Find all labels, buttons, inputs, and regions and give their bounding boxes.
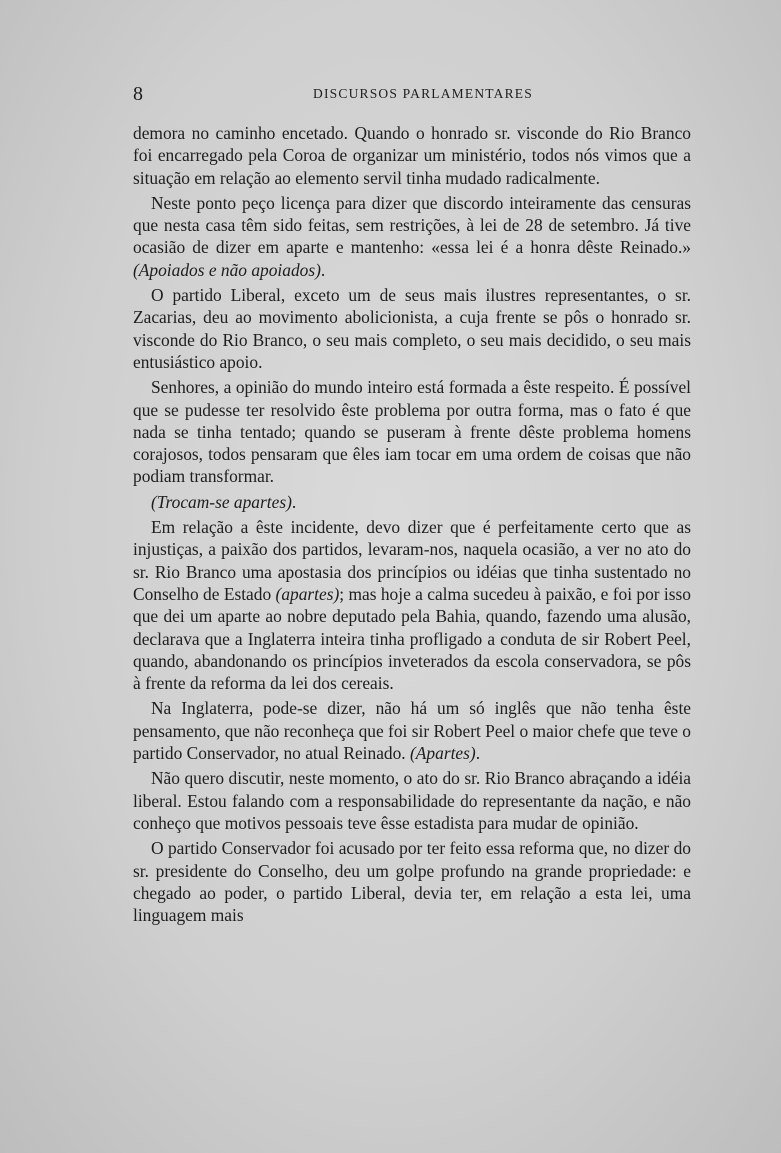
paragraph bbox=[133, 122, 691, 189]
paragraph-text: Não quero discutir, neste momento, o ato do sr. Rio Branco abraçando a idéia liberal. Estou falando com a responsabilidade do representante da nação, e não conheço que motivos pessoais teve êsse estadista para mudar de opinião. bbox=[133, 768, 691, 833]
paragraph-text: demora no caminho encetado. Quando o honrado sr. visconde do Rio Branco foi encarregado pela Coroa de organizar um ministério, todos nós vimos que a situação em relação ao elemento servil tinha mudado radicalmente. bbox=[133, 123, 691, 188]
stage-direction: (Trocam-se apartes) bbox=[151, 491, 292, 512]
paragraph-text: Senhores, a opinião do mundo inteiro está formada a êste respeito. É possível que se pudesse ter resolvido êste problema por outra forma, mas o fato é que nada se tinha tentado; quando se puseram à frente dêste problema homens corajosos, todos pensaram que êles iam tocar em uma ordem de coisas que não podiam transformar. bbox=[133, 377, 691, 487]
paragraph bbox=[133, 376, 691, 487]
page-number: 8 bbox=[133, 83, 143, 105]
body-text bbox=[133, 122, 691, 929]
paragraph-text: . bbox=[320, 259, 326, 280]
page-header bbox=[133, 82, 693, 106]
paragraph-text: Neste ponto peço licença para dizer que discordo inteiramente das censuras que nesta casa têm sido feitas, sem restrições, à lei de 28 de setembro. Já tive ocasião de dizer em aparte e mantenho: «essa lei é a honra dêste Reinado.» bbox=[133, 192, 691, 258]
paragraph-text: Na Inglaterra, pode-se dizer, não há um só inglês que não tenha êste pensamento, que não reconheça que foi sir Robert Peel o maior chefe que teve o partido Conservador, no atual Reinado. bbox=[133, 698, 691, 764]
stage-direction: (apartes) bbox=[275, 583, 340, 604]
paragraph bbox=[133, 767, 691, 834]
paragraph-text: O partido Liberal, exceto um de seus mais ilustres representantes, o sr. Zacarias, deu ao movimento abolicionista, a cuja frente se pôs o honrado sr. visconde do Rio Branco, o seu mais completo, o seu mais decidido, o seu mais entusiástico apoio. bbox=[133, 285, 691, 372]
paragraph-text: ; mas hoje a calma sucedeu à paixão, e foi por isso que dei um aparte ao nobre deputado pela Bahia, quando, fazendo uma alusão, declarava que a Inglaterra inteira tinha profligado a conduta de sir Robert Peel, quando, abandonando os princípios inveterados da escola conservadora, se pôs à frente da reforma da lei dos cereais. bbox=[133, 583, 691, 694]
stage-direction: (Apartes) bbox=[410, 743, 476, 764]
paragraph bbox=[133, 284, 691, 373]
paragraph bbox=[133, 192, 691, 281]
paragraph bbox=[133, 491, 691, 513]
paragraph bbox=[133, 697, 691, 764]
paragraph-text: . bbox=[291, 491, 297, 512]
stage-direction: (Apoiados e não apoiados) bbox=[133, 259, 321, 280]
running-title: DISCURSOS PARLAMENTARES bbox=[313, 86, 533, 101]
paragraph-text: O partido Conservador foi acusado por ter feito essa reforma que, no dizer do sr. presidente do Conselho, deu um golpe profundo na grande propriedade: e chegado ao poder, o partido Liberal, devia ter, em relação a esta lei, uma linguagem mais bbox=[133, 838, 691, 926]
paragraph bbox=[133, 837, 691, 926]
paragraph bbox=[133, 516, 691, 694]
paragraph-text: . bbox=[475, 743, 481, 764]
paragraph-text: Em relação a êste incidente, devo dizer que é perfeitamente certo que as injustiças, a paixão dos partidos, levaram-nos, naquela ocasião, a ver no ato do sr. Rio Branco uma apostasia dos princípios ou idéias que tinha sustentado no Conselho de Estado bbox=[133, 517, 691, 604]
